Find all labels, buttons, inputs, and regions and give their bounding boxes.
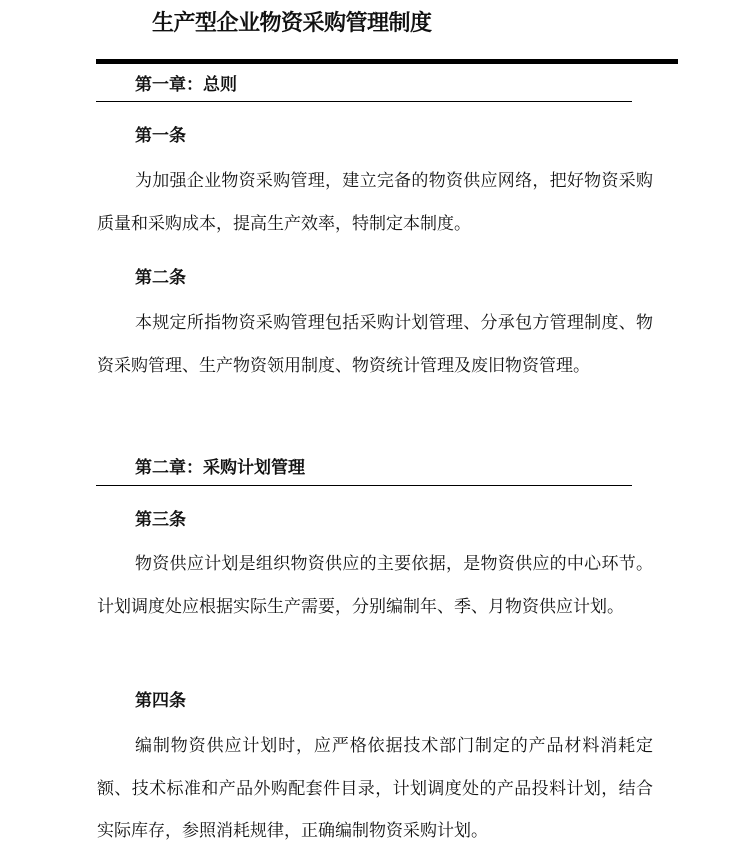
chapter-heading-2: 第二章：采购计划管理 (135, 458, 305, 478)
chapter-divider-1 (96, 101, 632, 102)
article-text-4: 编制物资供应计划时，应严格依据技术部门制定的产品材料消耗定额、技术标准和产品外购配套件目录，计划调度处的产品投料计划，结合实际库存，参照消耗规律，正确编制物资采购计划。 (97, 736, 653, 841)
article-text-2: 本规定所指物资采购管理包括采购计划管理、分承包方管理制度、物资采购管理、生产物资领用制度、物资统计管理及废旧物资管理。 (97, 313, 653, 376)
article-heading-3: 第三条 (135, 510, 186, 530)
article-heading-4: 第四条 (135, 691, 186, 711)
article-heading-2: 第二条 (135, 268, 186, 288)
article-heading-1: 第一条 (135, 126, 186, 146)
chapter-divider-2 (96, 485, 632, 486)
title-divider (96, 59, 678, 64)
article-text-3: 物资供应计划是组织物资供应的主要依据，是物资供应的中心环节。计划调度处应根据实际生产需要，分别编制年、季、月物资供应计划。 (97, 554, 653, 617)
chapter-heading-1: 第一章：总则 (135, 75, 237, 95)
document-title: 生产型企业物资采购管理制度 (152, 11, 432, 36)
article-text-1: 为加强企业物资采购管理，建立完备的物资供应网络，把好物资采购质量和采购成本，提高生产效率，特制定本制度。 (97, 171, 653, 234)
